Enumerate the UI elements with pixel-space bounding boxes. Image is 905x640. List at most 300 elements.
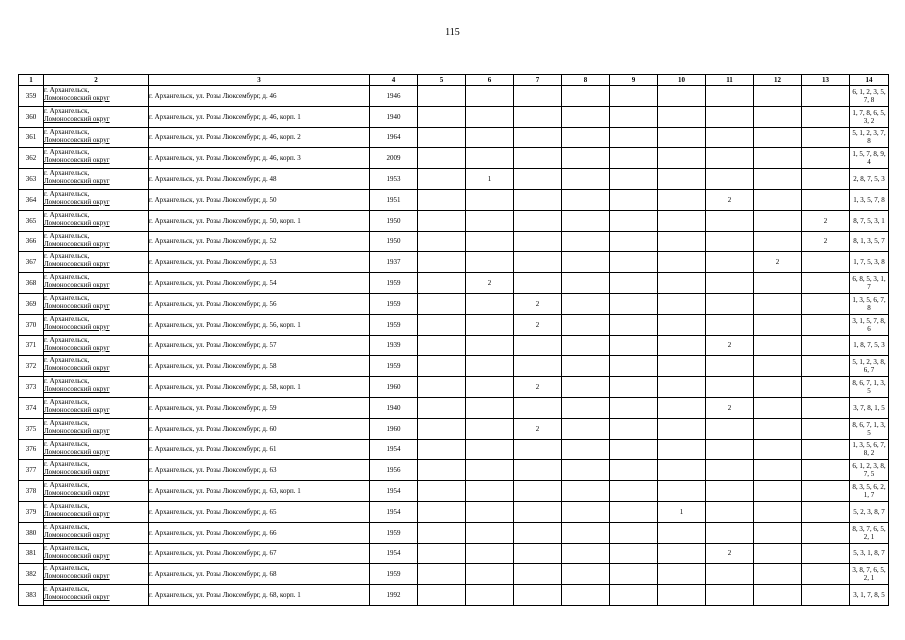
address-cell: г. Архангельск, ул. Розы Люксембург, д. 66: [149, 522, 370, 543]
column-5-cell: [418, 356, 466, 377]
column-13-cell: [802, 543, 850, 564]
column-13-cell: [802, 293, 850, 314]
column-11-cell: [706, 460, 754, 481]
column-13-cell: [802, 148, 850, 169]
column-9-cell: [610, 335, 658, 356]
address-cell: г. Архангельск, ул. Розы Люксембург, д. 50, корп. 1: [149, 210, 370, 231]
column-12-cell: [754, 356, 802, 377]
table-row: [19, 86, 889, 107]
column-12-cell: [754, 210, 802, 231]
column-7-cell: [514, 189, 562, 210]
year-cell: 1937: [370, 252, 418, 273]
column-5-cell: [418, 585, 466, 606]
year-cell: 1940: [370, 106, 418, 127]
column-10-cell: [658, 231, 706, 252]
column-13-cell: [802, 127, 850, 148]
year-cell: 1940: [370, 397, 418, 418]
column-5-cell: [418, 231, 466, 252]
location-district: Ломоносовский округ: [44, 593, 110, 602]
table-row: [19, 439, 889, 460]
codes-cell: 3, 8, 7, 6, 5, 2, 1: [850, 564, 889, 585]
column-6-cell: 2: [466, 273, 514, 294]
row-number-cell: 375: [19, 418, 44, 439]
column-13-cell: [802, 585, 850, 606]
column-7-cell: [514, 148, 562, 169]
address-cell: г. Архангельск, ул. Розы Люксембург, д. 56, корп. 1: [149, 314, 370, 335]
location-cell: [44, 231, 149, 252]
location-district: Ломоносовский округ: [44, 551, 110, 560]
column-header: 3: [149, 75, 370, 86]
column-5-cell: [418, 252, 466, 273]
table-row: [19, 106, 889, 127]
column-5-cell: [418, 127, 466, 148]
column-11-cell: 2: [706, 397, 754, 418]
column-11-cell: [706, 273, 754, 294]
table-row: [19, 460, 889, 481]
column-5-cell: [418, 169, 466, 190]
location-cell: [44, 252, 149, 273]
column-12-cell: [754, 501, 802, 522]
location-city: г. Архангельск,: [44, 564, 90, 573]
codes-cell: 8, 6, 7, 1, 3, 5: [850, 418, 889, 439]
column-header: 12: [754, 75, 802, 86]
address-cell: г. Архангельск, ул. Розы Люксембург, д. 48: [149, 169, 370, 190]
column-9-cell: [610, 314, 658, 335]
column-6-cell: [466, 397, 514, 418]
column-7-cell: 2: [514, 377, 562, 398]
codes-cell: 6, 1, 2, 3, 8, 7, 5: [850, 460, 889, 481]
column-8-cell: [562, 169, 610, 190]
year-cell: 1959: [370, 293, 418, 314]
address-cell: г. Архангельск, ул. Розы Люксембург, д. 46: [149, 86, 370, 107]
column-11-cell: 2: [706, 543, 754, 564]
table-row: [19, 273, 889, 294]
column-8-cell: [562, 231, 610, 252]
codes-cell: 1, 7, 5, 3, 8: [850, 252, 889, 273]
column-10-cell: [658, 522, 706, 543]
column-11-cell: [706, 127, 754, 148]
column-5-cell: [418, 377, 466, 398]
column-10-cell: [658, 86, 706, 107]
column-header: 8: [562, 75, 610, 86]
location-district: Ломоносовский округ: [44, 156, 110, 165]
column-8-cell: [562, 522, 610, 543]
column-10-cell: [658, 397, 706, 418]
location-city: г. Архангельск,: [44, 522, 90, 531]
column-11-cell: [706, 501, 754, 522]
column-12-cell: [754, 189, 802, 210]
location-city: г. Архангельск,: [44, 585, 90, 594]
table-row: [19, 252, 889, 273]
column-7-cell: [514, 397, 562, 418]
column-7-cell: [514, 585, 562, 606]
column-8-cell: [562, 293, 610, 314]
year-cell: 1959: [370, 356, 418, 377]
column-7-cell: [514, 210, 562, 231]
column-13-cell: [802, 460, 850, 481]
location-district: Ломоносовский округ: [44, 94, 110, 102]
column-9-cell: [610, 439, 658, 460]
column-9-cell: [610, 522, 658, 543]
location-city: г. Архангельск,: [44, 127, 90, 136]
row-number-cell: 364: [19, 189, 44, 210]
year-cell: 1954: [370, 481, 418, 502]
column-8-cell: [562, 397, 610, 418]
row-number-cell: 365: [19, 210, 44, 231]
location-district: Ломоносовский округ: [44, 260, 110, 269]
column-8-cell: [562, 106, 610, 127]
column-5-cell: [418, 501, 466, 522]
year-cell: 1946: [370, 86, 418, 107]
column-12-cell: [754, 335, 802, 356]
column-10-cell: [658, 106, 706, 127]
column-6-cell: [466, 481, 514, 502]
column-11-cell: [706, 439, 754, 460]
location-city: г. Архангельск,: [44, 460, 90, 469]
column-7-cell: [514, 252, 562, 273]
column-6-cell: [466, 522, 514, 543]
column-11-cell: [706, 585, 754, 606]
address-cell: г. Архангельск, ул. Розы Люксембург, д. 54: [149, 273, 370, 294]
location-cell: [44, 543, 149, 564]
column-12-cell: [754, 543, 802, 564]
year-cell: 1939: [370, 335, 418, 356]
column-8-cell: [562, 314, 610, 335]
row-number-cell: 382: [19, 564, 44, 585]
column-9-cell: [610, 252, 658, 273]
column-10-cell: [658, 252, 706, 273]
column-12-cell: [754, 585, 802, 606]
location-cell: [44, 148, 149, 169]
year-cell: 1959: [370, 522, 418, 543]
column-13-cell: [802, 501, 850, 522]
location-city: г. Архангельск,: [44, 418, 90, 427]
column-8-cell: [562, 460, 610, 481]
column-6-cell: [466, 231, 514, 252]
column-5-cell: [418, 543, 466, 564]
column-13-cell: [802, 418, 850, 439]
codes-cell: 1, 3, 5, 6, 7, 8: [850, 293, 889, 314]
column-9-cell: [610, 273, 658, 294]
location-cell: [44, 418, 149, 439]
codes-cell: 8, 3, 7, 6, 5, 2, 1: [850, 522, 889, 543]
column-9-cell: [610, 460, 658, 481]
column-8-cell: [562, 127, 610, 148]
table-row: [19, 189, 889, 210]
table-row: [19, 585, 889, 606]
location-city: г. Архангельск,: [44, 86, 90, 94]
location-district: Ломоносовский округ: [44, 364, 110, 373]
location-city: г. Архангельск,: [44, 189, 90, 198]
column-7-cell: [514, 356, 562, 377]
column-10-cell: [658, 293, 706, 314]
address-cell: г. Архангельск, ул. Розы Люксембург, д. 68, корп. 1: [149, 585, 370, 606]
column-11-cell: [706, 86, 754, 107]
column-11-cell: [706, 169, 754, 190]
row-number-cell: 366: [19, 231, 44, 252]
row-number-cell: 383: [19, 585, 44, 606]
column-6-cell: [466, 501, 514, 522]
column-10-cell: [658, 127, 706, 148]
table-row: [19, 148, 889, 169]
column-6-cell: [466, 86, 514, 107]
column-5-cell: [418, 460, 466, 481]
column-5-cell: [418, 418, 466, 439]
location-cell: [44, 522, 149, 543]
column-header: 5: [418, 75, 466, 86]
column-6-cell: [466, 564, 514, 585]
location-cell: [44, 377, 149, 398]
column-11-cell: 2: [706, 189, 754, 210]
table-row: [19, 169, 889, 190]
column-11-cell: [706, 356, 754, 377]
codes-cell: 1, 8, 7, 5, 3: [850, 335, 889, 356]
column-6-cell: [466, 210, 514, 231]
column-13-cell: 2: [802, 210, 850, 231]
row-number-cell: 377: [19, 460, 44, 481]
year-cell: 1959: [370, 564, 418, 585]
location-city: г. Архангельск,: [44, 439, 90, 448]
column-6-cell: [466, 148, 514, 169]
table-row: [19, 335, 889, 356]
column-8-cell: [562, 356, 610, 377]
column-5-cell: [418, 293, 466, 314]
column-12-cell: [754, 481, 802, 502]
location-cell: [44, 127, 149, 148]
location-district: Ломоносовский округ: [44, 405, 110, 414]
column-7-cell: [514, 564, 562, 585]
column-7-cell: [514, 106, 562, 127]
column-13-cell: [802, 397, 850, 418]
column-7-cell: [514, 335, 562, 356]
column-9-cell: [610, 106, 658, 127]
codes-cell: 5, 1, 2, 3, 8, 6, 7: [850, 356, 889, 377]
location-city: г. Архангельск,: [44, 335, 90, 344]
column-header: 1: [19, 75, 44, 86]
column-12-cell: [754, 522, 802, 543]
year-cell: 1953: [370, 169, 418, 190]
location-district: Ломоносовский округ: [44, 218, 110, 227]
column-5-cell: [418, 522, 466, 543]
column-5-cell: [418, 439, 466, 460]
location-cell: [44, 564, 149, 585]
location-city: г. Архангельск,: [44, 293, 90, 302]
location-district: Ломоносовский округ: [44, 135, 110, 144]
location-cell: [44, 335, 149, 356]
column-7-cell: [514, 127, 562, 148]
location-city: г. Архангельск,: [44, 356, 90, 365]
column-8-cell: [562, 148, 610, 169]
column-11-cell: [706, 106, 754, 127]
codes-cell: 5, 2, 3, 8, 7: [850, 501, 889, 522]
column-8-cell: [562, 418, 610, 439]
column-8-cell: [562, 439, 610, 460]
column-5-cell: [418, 210, 466, 231]
column-10-cell: [658, 564, 706, 585]
codes-cell: 8, 3, 5, 6, 2, 1, 7: [850, 481, 889, 502]
column-13-cell: [802, 481, 850, 502]
column-6-cell: [466, 293, 514, 314]
header-row: [19, 75, 889, 86]
row-number-cell: 372: [19, 356, 44, 377]
location-district: Ломоносовский округ: [44, 239, 110, 248]
column-8-cell: [562, 210, 610, 231]
column-11-cell: 2: [706, 335, 754, 356]
address-cell: г. Архангельск, ул. Розы Люксембург, д. 68: [149, 564, 370, 585]
codes-cell: 3, 1, 5, 7, 8, 6: [850, 314, 889, 335]
column-11-cell: [706, 252, 754, 273]
table-row: [19, 127, 889, 148]
column-11-cell: [706, 314, 754, 335]
column-9-cell: [610, 501, 658, 522]
column-9-cell: [610, 377, 658, 398]
row-number-cell: 361: [19, 127, 44, 148]
column-12-cell: [754, 377, 802, 398]
column-5-cell: [418, 86, 466, 107]
column-13-cell: [802, 314, 850, 335]
column-13-cell: [802, 522, 850, 543]
column-6-cell: [466, 127, 514, 148]
location-district: Ломоносовский округ: [44, 301, 110, 310]
column-header: 4: [370, 75, 418, 86]
location-cell: [44, 314, 149, 335]
column-11-cell: [706, 231, 754, 252]
table-row: [19, 231, 889, 252]
column-6-cell: [466, 314, 514, 335]
column-12-cell: [754, 273, 802, 294]
row-number-cell: 367: [19, 252, 44, 273]
year-cell: 1992: [370, 585, 418, 606]
codes-cell: 1, 3, 5, 7, 8: [850, 189, 889, 210]
column-5-cell: [418, 273, 466, 294]
location-district: Ломоносовский округ: [44, 197, 110, 206]
year-cell: 1950: [370, 210, 418, 231]
location-city: г. Архангельск,: [44, 148, 90, 157]
location-city: г. Архангельск,: [44, 377, 90, 386]
column-9-cell: [610, 293, 658, 314]
column-9-cell: [610, 127, 658, 148]
row-number-cell: 379: [19, 501, 44, 522]
codes-cell: 8, 1, 3, 5, 7: [850, 231, 889, 252]
column-13-cell: [802, 439, 850, 460]
row-number-cell: 374: [19, 397, 44, 418]
column-12-cell: [754, 293, 802, 314]
year-cell: 1956: [370, 460, 418, 481]
column-12-cell: [754, 86, 802, 107]
column-5-cell: [418, 397, 466, 418]
address-cell: г. Архангельск, ул. Розы Люксембург, д. 46, корп. 1: [149, 106, 370, 127]
column-13-cell: [802, 169, 850, 190]
year-cell: 1960: [370, 418, 418, 439]
location-cell: [44, 460, 149, 481]
column-13-cell: [802, 356, 850, 377]
location-district: Ломоносовский округ: [44, 177, 110, 186]
column-12-cell: [754, 314, 802, 335]
address-cell: г. Архангельск, ул. Розы Люксембург, д. 58: [149, 356, 370, 377]
table-row: [19, 377, 889, 398]
location-city: г. Архангельск,: [44, 252, 90, 261]
column-9-cell: [610, 148, 658, 169]
column-header: 10: [658, 75, 706, 86]
column-11-cell: [706, 418, 754, 439]
column-9-cell: [610, 86, 658, 107]
address-cell: г. Архангельск, ул. Розы Люксембург, д. 57: [149, 335, 370, 356]
column-5-cell: [418, 564, 466, 585]
row-number-cell: 370: [19, 314, 44, 335]
row-number-cell: 363: [19, 169, 44, 190]
column-7-cell: [514, 439, 562, 460]
column-7-cell: [514, 460, 562, 481]
year-cell: 1954: [370, 543, 418, 564]
column-13-cell: [802, 273, 850, 294]
column-6-cell: [466, 543, 514, 564]
address-cell: г. Архангельск, ул. Розы Люксембург, д. 60: [149, 418, 370, 439]
address-cell: г. Архангельск, ул. Розы Люксембург, д. 53: [149, 252, 370, 273]
column-10-cell: 1: [658, 501, 706, 522]
location-city: г. Архангельск,: [44, 397, 90, 406]
column-7-cell: [514, 273, 562, 294]
column-5-cell: [418, 106, 466, 127]
address-cell: г. Архангельск, ул. Розы Люксембург, д. 59: [149, 397, 370, 418]
column-10-cell: [658, 210, 706, 231]
column-header: 2: [44, 75, 149, 86]
column-5-cell: [418, 148, 466, 169]
page-number: 115: [445, 27, 460, 38]
table-row: [19, 356, 889, 377]
codes-cell: 6, 1, 2, 3, 5, 7, 8: [850, 86, 889, 107]
row-number-cell: 378: [19, 481, 44, 502]
codes-cell: 3, 7, 8, 1, 5: [850, 397, 889, 418]
column-header: 7: [514, 75, 562, 86]
row-number-cell: 380: [19, 522, 44, 543]
codes-cell: 1, 7, 8, 6, 5, 3, 2: [850, 106, 889, 127]
location-city: г. Архангельск,: [44, 481, 90, 490]
location-cell: [44, 273, 149, 294]
row-number-cell: 369: [19, 293, 44, 314]
location-district: Ломоносовский округ: [44, 489, 110, 498]
column-6-cell: 1: [466, 169, 514, 190]
column-8-cell: [562, 585, 610, 606]
codes-cell: 6, 8, 5, 3, 1, 7: [850, 273, 889, 294]
year-cell: 1960: [370, 377, 418, 398]
location-cell: [44, 397, 149, 418]
column-7-cell: 2: [514, 314, 562, 335]
column-6-cell: [466, 377, 514, 398]
column-9-cell: [610, 543, 658, 564]
column-12-cell: [754, 397, 802, 418]
row-number-cell: 371: [19, 335, 44, 356]
column-11-cell: [706, 522, 754, 543]
column-7-cell: [514, 169, 562, 190]
column-header: 13: [802, 75, 850, 86]
column-8-cell: [562, 86, 610, 107]
codes-cell: 2, 8, 7, 5, 3: [850, 169, 889, 190]
location-city: г. Архангельск,: [44, 501, 90, 510]
column-9-cell: [610, 418, 658, 439]
column-9-cell: [610, 481, 658, 502]
location-city: г. Архангельск,: [44, 106, 90, 115]
column-11-cell: [706, 564, 754, 585]
location-cell: [44, 86, 149, 107]
column-13-cell: [802, 252, 850, 273]
column-5-cell: [418, 335, 466, 356]
column-12-cell: [754, 169, 802, 190]
column-6-cell: [466, 439, 514, 460]
column-10-cell: [658, 377, 706, 398]
address-cell: г. Архангельск, ул. Розы Люксембург, д. 67: [149, 543, 370, 564]
address-cell: г. Архангельск, ул. Розы Люксембург, д. 58, корп. 1: [149, 377, 370, 398]
column-8-cell: [562, 543, 610, 564]
